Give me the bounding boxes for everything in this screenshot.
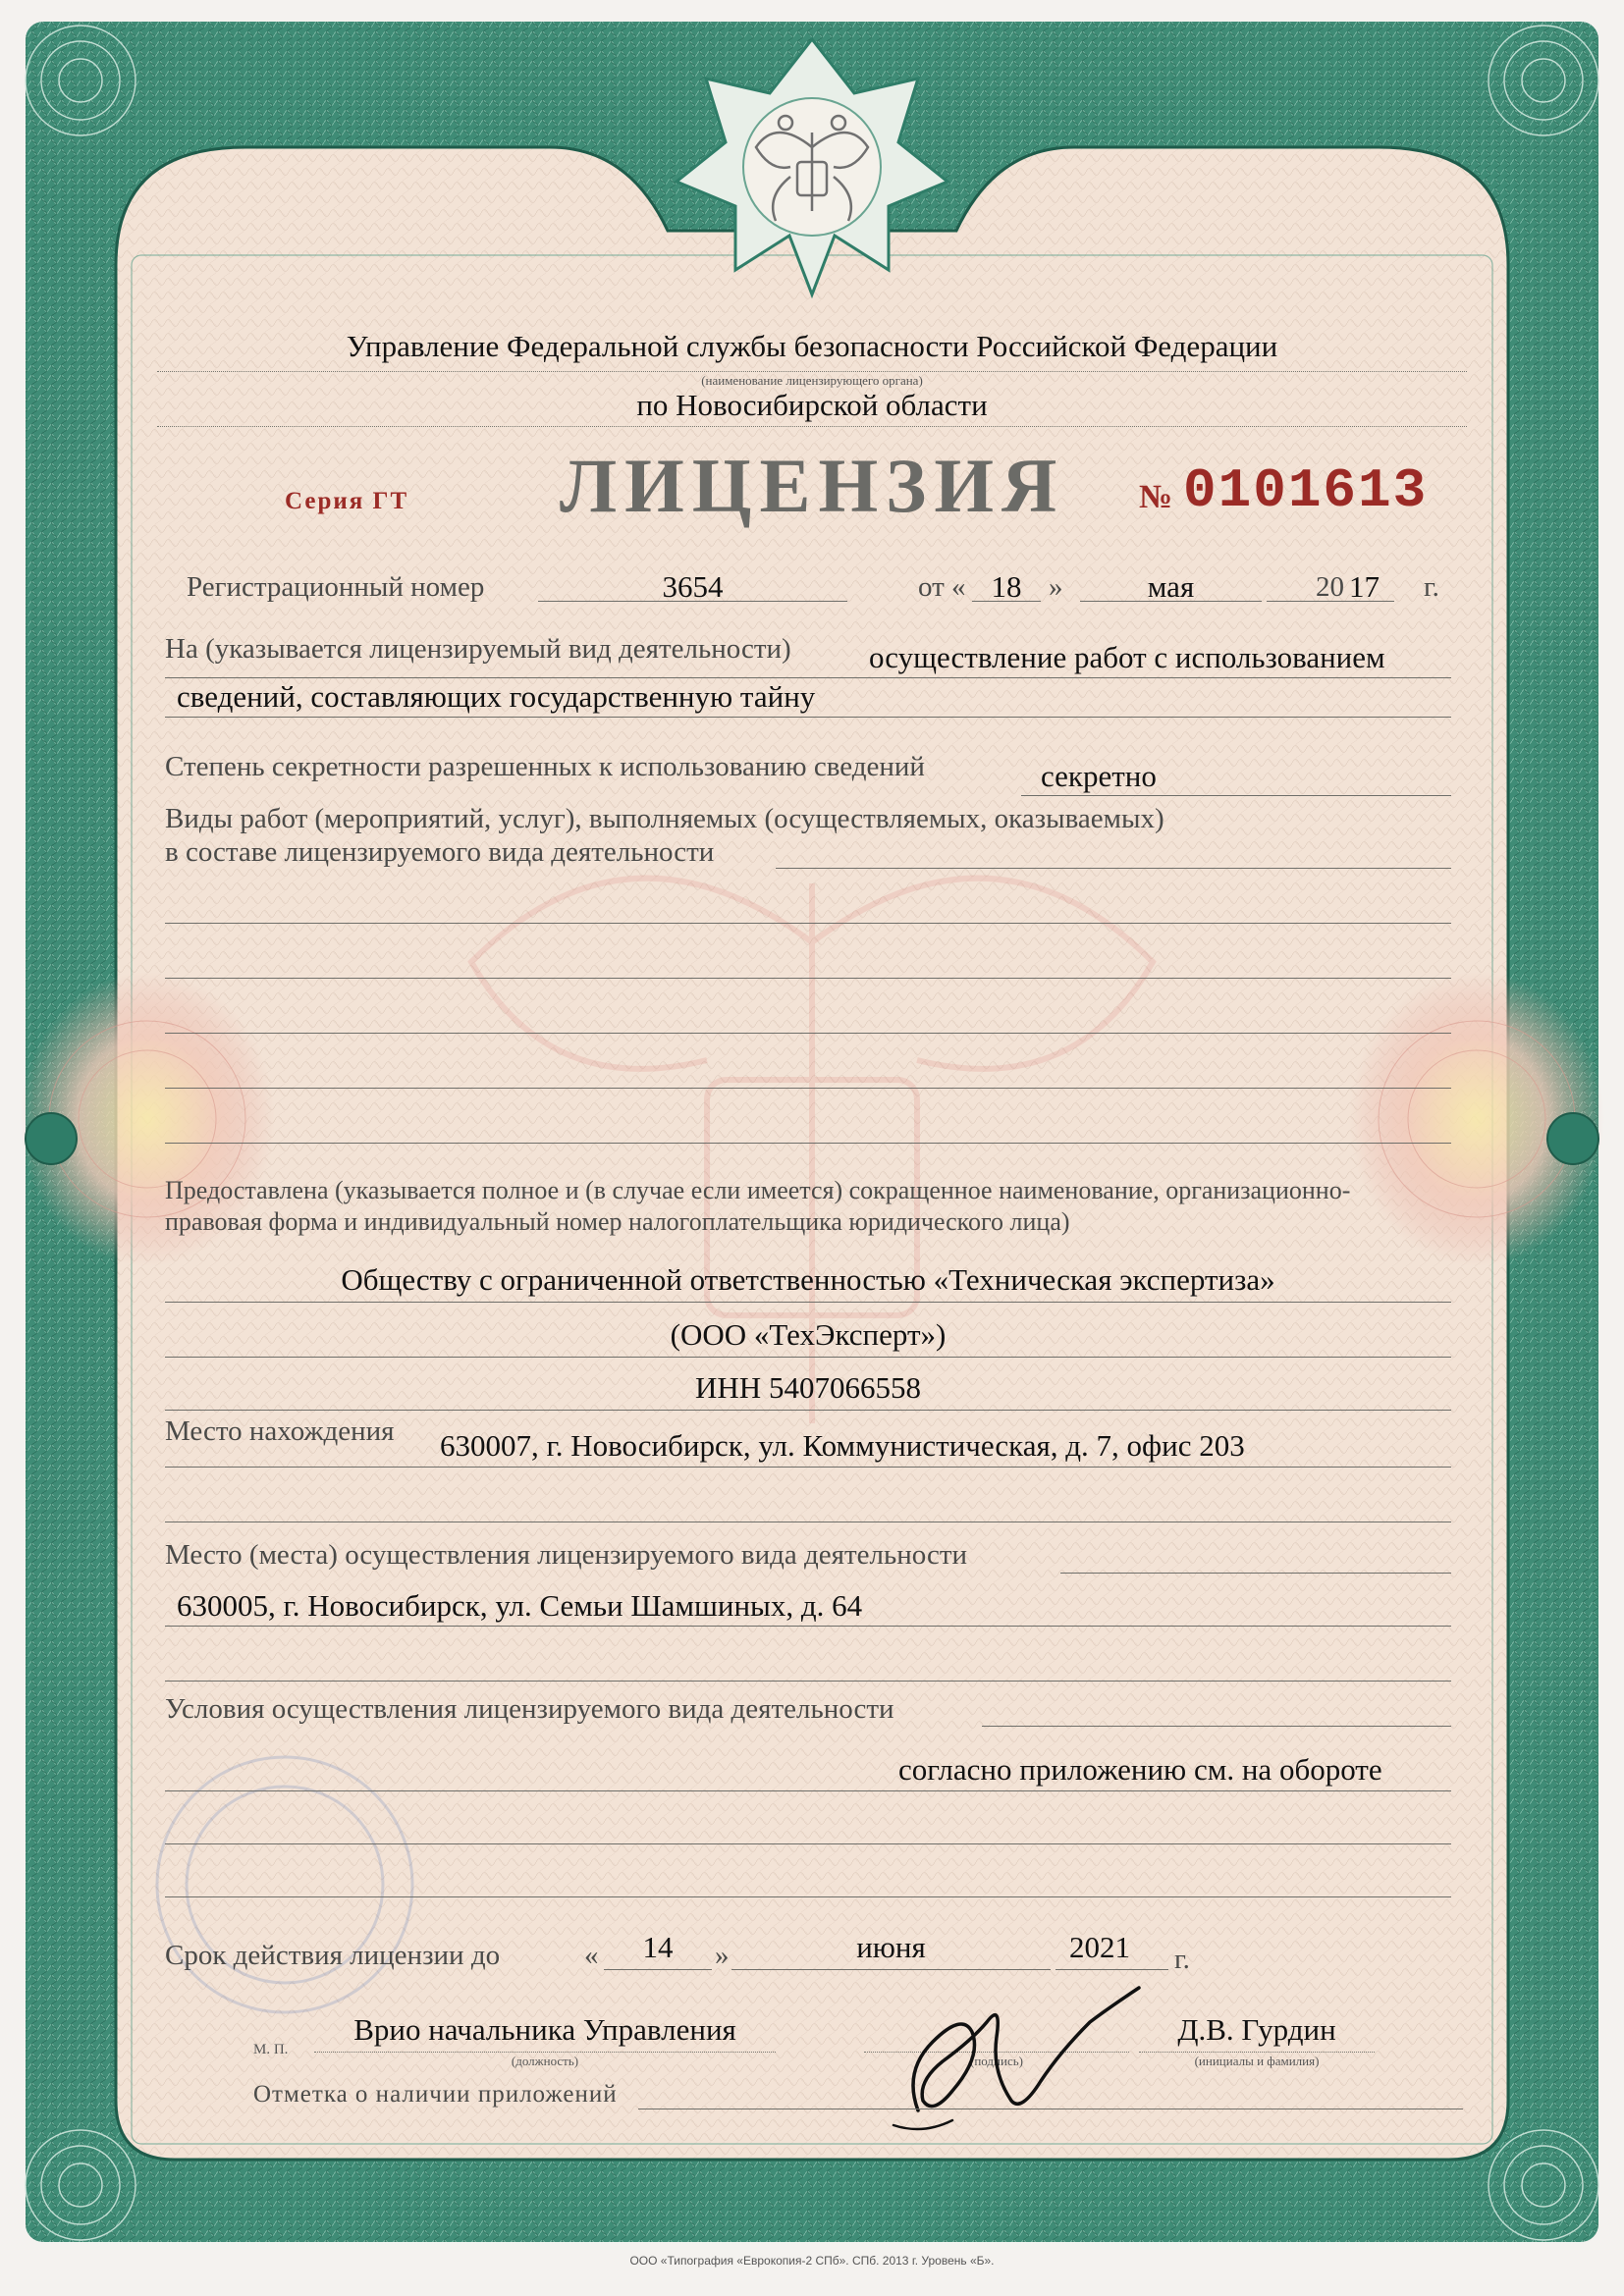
series-label: Серия ГТ <box>285 488 409 514</box>
validity-day: 14 <box>642 1930 674 1964</box>
secrecy-value: секретно <box>1041 759 1157 793</box>
location-label: Место нахождения <box>165 1415 395 1447</box>
validity-label: Срок действия лицензии до <box>165 1940 501 1971</box>
org-full-name: Обществу с ограниченной ответственностью «Техническая экспертиза» <box>341 1262 1275 1297</box>
registration-month: мая <box>1147 569 1195 604</box>
registration-day: 18 <box>991 569 1022 604</box>
license-title: ЛИЦЕНЗИЯ <box>560 443 1065 528</box>
works-label-line2: в составе лицензируемого вида деятельности <box>165 836 715 868</box>
registration-label: Регистрационный номер <box>187 571 485 603</box>
authority-caption: (наименование лицензирующего органа) <box>701 373 923 388</box>
authority-name: Управление Федеральной службы безопасности Российской Федерации <box>346 329 1278 363</box>
handwritten-signature <box>864 1963 1159 2150</box>
signer-position: Врио начальника Управления <box>353 2012 736 2047</box>
org-inn: ИНН 5407066558 <box>695 1370 921 1405</box>
license-number: 0101613 <box>1183 459 1429 522</box>
attachments-label: Отметка о наличии приложений <box>253 2081 618 2108</box>
works-label-line1: Виды работ (мероприятий, услуг), выполняемых (осуществляемых, оказываемых) <box>165 803 1164 834</box>
place-value: 630005, г. Новосибирск, ул. Семьи Шамшиных, д. 64 <box>177 1588 863 1623</box>
validity-year-unit: г. <box>1174 1944 1190 1975</box>
activity-value-line2: сведений, составляющих государственную тайну <box>177 679 816 714</box>
activity-value-line1: осуществление работ с использованием <box>869 640 1385 674</box>
from-label: от « <box>918 571 966 603</box>
number-sign: № <box>1139 479 1173 515</box>
validity-open-quote: « <box>584 1940 599 1971</box>
registration-year-unit: г. <box>1424 571 1439 603</box>
conditions-label: Условия осуществления лицензируемого вида деятельности <box>165 1693 894 1725</box>
validity-month: июня <box>856 1930 926 1964</box>
conditions-value: согласно приложению см. на обороте <box>898 1752 1382 1787</box>
validity-close-quote: » <box>715 1940 730 1971</box>
location-value: 630007, г. Новосибирск, ул. Коммунистическая, д. 7, офис 203 <box>440 1428 1245 1463</box>
registration-number: 3654 <box>662 569 724 604</box>
granted-label-line2: правовая форма и индивидуальный номер налогоплательщика юридического лица) <box>165 1207 1070 1236</box>
position-caption: (должность) <box>511 2054 579 2068</box>
activity-label: На (указывается лицензируемый вид деятельности) <box>165 633 791 665</box>
secrecy-label: Степень секретности разрешенных к использованию сведений <box>165 751 925 782</box>
printer-imprint: ООО «Типография «Еврокопия-2 СПб». СПб. 2013 г. Уровень «Б». <box>629 2254 995 2268</box>
signer-name: Д.В. Гурдин <box>1177 2012 1336 2047</box>
granted-label-line1: Предоставлена (указывается полное и (в случае если имеется) сокращенное наименование, организационно- <box>165 1176 1351 1204</box>
registration-year-suffix: 17 <box>1349 569 1380 604</box>
org-short-name: (ООО «ТехЭксперт») <box>670 1317 947 1352</box>
place-label: Место (места) осуществления лицензируемого вида деятельности <box>165 1539 968 1571</box>
authority-region: по Новосибирской области <box>636 388 988 422</box>
stamp-place-mark: М. П. <box>253 2042 289 2057</box>
registration-year-prefix: 20 <box>1316 571 1344 603</box>
validity-year: 2021 <box>1069 1930 1130 1964</box>
name-caption: (инициалы и фамилия) <box>1194 2054 1320 2068</box>
registration-close-quote: » <box>1049 571 1063 603</box>
signature-caption: (подпись) <box>970 2054 1023 2068</box>
